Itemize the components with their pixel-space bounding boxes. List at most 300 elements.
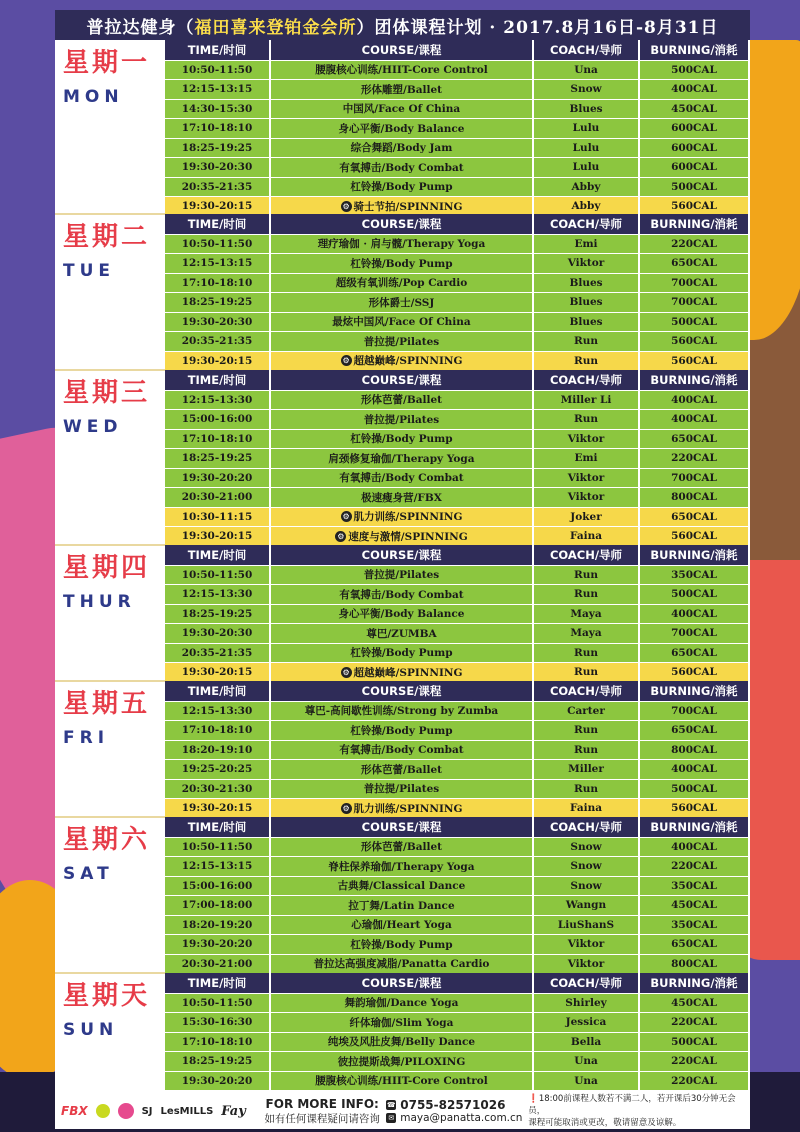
col-burn-header: BURNING/消耗 — [640, 370, 750, 390]
table-row — [165, 390, 750, 410]
day-name-en: THUR — [63, 592, 136, 612]
class-time: 18:25-19:25 — [165, 292, 271, 312]
class-course — [271, 604, 534, 624]
class-coach: Snow — [534, 79, 640, 99]
class-coach: Carter — [534, 701, 640, 721]
table-row — [165, 273, 750, 293]
notice-line-1: 18:00前课程人数若不满二人，若开课后30分钟无会员， — [528, 1094, 736, 1116]
class-burn: 220CAL — [640, 1071, 750, 1091]
class-time: 19:30-20:15 — [165, 798, 271, 818]
class-course — [271, 507, 534, 527]
table-row — [165, 720, 750, 740]
class-time: 17:10-18:10 — [165, 273, 271, 293]
schedule-table — [165, 370, 750, 546]
class-time: 12:15-13:30 — [165, 701, 271, 721]
class-coach: Viktor — [534, 429, 640, 449]
col-course-header: COURSE/课程 — [271, 545, 534, 565]
class-coach: Una — [534, 60, 640, 80]
class-time: 19:25-20:25 — [165, 759, 271, 779]
class-course-label: 纯埃及风肚皮舞/Belly Dance — [327, 1036, 476, 1049]
col-time-header: TIME/时间 — [165, 681, 271, 701]
class-burn: 650CAL — [640, 429, 750, 449]
class-time: 20:30-21:30 — [165, 779, 271, 799]
class-course — [271, 798, 534, 818]
class-time: 17:00-18:00 — [165, 895, 271, 915]
class-time: 18:20-19:10 — [165, 740, 271, 760]
class-coach: Joker — [534, 507, 640, 527]
class-burn: 450CAL — [640, 99, 750, 119]
class-time: 15:00-16:00 — [165, 409, 271, 429]
class-time: 12:15-13:15 — [165, 79, 271, 99]
class-course-label: 超越巅峰/SPINNING — [353, 355, 463, 368]
table-row — [165, 409, 750, 429]
table-row — [165, 856, 750, 876]
class-coach: Abby — [534, 177, 640, 197]
class-coach: Blues — [534, 292, 640, 312]
class-coach: Viktor — [534, 934, 640, 954]
class-burn: 400CAL — [640, 604, 750, 624]
class-course-label: 形体雕塑/Ballet — [360, 83, 443, 96]
footer — [55, 1093, 750, 1129]
class-coach: Una — [534, 1051, 640, 1071]
day-label — [55, 40, 165, 107]
class-course — [271, 934, 534, 954]
class-course-label: 超越巅峰/SPINNING — [353, 666, 463, 679]
class-burn: 220CAL — [640, 448, 750, 468]
col-coach-header: COACH/导师 — [534, 545, 640, 565]
table-row — [165, 565, 750, 585]
class-course-label: 普拉提/Pilates — [363, 569, 440, 582]
class-course-label: 普拉提/Pilates — [363, 335, 440, 348]
class-coach: Run — [534, 565, 640, 585]
class-course-label: 肌力训练/SPINNING — [353, 511, 463, 524]
class-time: 10:50-11:50 — [165, 565, 271, 585]
table-row — [165, 429, 750, 449]
table-row — [165, 253, 750, 273]
notice — [524, 1093, 750, 1129]
class-course-label: 肌力训练/SPINNING — [353, 802, 463, 815]
class-time: 20:35-21:35 — [165, 177, 271, 197]
class-course — [271, 643, 534, 663]
class-burn: 560CAL — [640, 798, 750, 818]
class-burn: 220CAL — [640, 856, 750, 876]
info-icon: ❗ — [528, 1094, 539, 1104]
class-coach: Lulu — [534, 157, 640, 177]
class-coach: Blues — [534, 99, 640, 119]
col-time-header: TIME/时间 — [165, 40, 271, 60]
table-row — [165, 138, 750, 158]
table-row — [165, 662, 750, 682]
class-burn: 560CAL — [640, 662, 750, 682]
class-course-label: 纤体瑜伽/Slim Yoga — [349, 1016, 454, 1029]
class-time: 17:10-18:10 — [165, 118, 271, 138]
col-coach-header: COACH/导师 — [534, 973, 640, 993]
class-burn: 350CAL — [640, 565, 750, 585]
class-coach: Emi — [534, 448, 640, 468]
col-time-header: TIME/时间 — [165, 817, 271, 837]
table-row — [165, 448, 750, 468]
class-coach: Run — [534, 662, 640, 682]
phone-icon: ☎ — [386, 1101, 396, 1109]
class-course-label: 尊巴/ZUMBA — [366, 627, 437, 640]
table-row — [165, 99, 750, 119]
class-burn: 700CAL — [640, 468, 750, 488]
class-course-label: 普拉提/Pilates — [363, 783, 440, 796]
class-time: 19:30-20:30 — [165, 623, 271, 643]
class-course — [271, 234, 534, 254]
phone-number[interactable]: 0755-82571026 — [400, 1098, 506, 1112]
class-burn: 400CAL — [640, 837, 750, 857]
more-info-sub: 如有任何课程疑问请咨询 — [264, 1112, 380, 1125]
table-row — [165, 1071, 750, 1091]
class-course — [271, 118, 534, 138]
col-burn-header: BURNING/消耗 — [640, 973, 750, 993]
col-time-header: TIME/时间 — [165, 973, 271, 993]
class-coach: Blues — [534, 312, 640, 332]
table-header — [165, 370, 750, 390]
class-course — [271, 895, 534, 915]
class-course — [271, 138, 534, 158]
class-course — [271, 429, 534, 449]
class-time: 14:30-15:30 — [165, 99, 271, 119]
class-course-label: 拉丁舞/Latin Dance — [348, 899, 455, 912]
fbx-logo: FBX — [61, 1104, 88, 1118]
class-course-label: 有氧搏击/Body Combat — [339, 588, 464, 601]
col-course-header: COURSE/课程 — [271, 681, 534, 701]
day-name-en: MON — [63, 87, 124, 107]
class-course-label: 普拉达高强度减脂/Panatta Cardio — [313, 958, 490, 971]
class-burn: 400CAL — [640, 79, 750, 99]
class-course — [271, 856, 534, 876]
class-burn: 400CAL — [640, 390, 750, 410]
class-course-label: 尊巴-高间歇性训练/Strong by Zumba — [304, 705, 499, 718]
schedule-table — [165, 973, 750, 1090]
contact-info — [386, 1098, 524, 1124]
table-row — [165, 1051, 750, 1071]
class-burn: 650CAL — [640, 253, 750, 273]
class-course-label: 心瑜伽/Heart Yoga — [351, 919, 452, 932]
table-row — [165, 487, 750, 507]
class-coach: Faina — [534, 526, 640, 546]
class-course — [271, 526, 534, 546]
class-burn: 400CAL — [640, 759, 750, 779]
col-burn-header: BURNING/消耗 — [640, 40, 750, 60]
class-course-label: 彼拉提斯战舞/PILOXING — [337, 1055, 466, 1068]
class-course — [271, 448, 534, 468]
class-time: 12:15-13:15 — [165, 856, 271, 876]
class-burn: 650CAL — [640, 643, 750, 663]
class-course — [271, 837, 534, 857]
class-course — [271, 99, 534, 119]
table-row — [165, 177, 750, 197]
day-name-cn: 星期五 — [63, 689, 151, 719]
class-burn: 500CAL — [640, 584, 750, 604]
col-coach-header: COACH/导师 — [534, 214, 640, 234]
fay-logo: Fay — [221, 1103, 246, 1119]
day-name-en: TUE — [63, 261, 116, 281]
class-time: 18:20-19:20 — [165, 915, 271, 935]
class-course — [271, 253, 534, 273]
col-coach-header: COACH/导师 — [534, 817, 640, 837]
table-row — [165, 292, 750, 312]
table-row — [165, 157, 750, 177]
more-info-title: FOR MORE INFO: — [265, 1096, 379, 1111]
class-time: 19:30-20:20 — [165, 934, 271, 954]
table-row — [165, 876, 750, 896]
class-burn: 450CAL — [640, 895, 750, 915]
class-coach: Lulu — [534, 138, 640, 158]
schedule-table — [165, 214, 750, 370]
class-coach: Abby — [534, 196, 640, 216]
class-course — [271, 720, 534, 740]
col-course-header: COURSE/课程 — [271, 817, 534, 837]
class-burn: 500CAL — [640, 779, 750, 799]
class-course — [271, 177, 534, 197]
class-coach: Run — [534, 779, 640, 799]
lesmills-logo: LesMILLS — [160, 1105, 214, 1117]
class-coach: Miller — [534, 759, 640, 779]
class-course-label: 综合舞蹈/Body Jam — [350, 142, 453, 155]
col-coach-header: COACH/导师 — [534, 370, 640, 390]
class-course-label: 超级有氧训练/Pop Cardio — [335, 277, 468, 290]
col-burn-header: BURNING/消耗 — [640, 681, 750, 701]
class-course-label: 身心平衡/Body Balance — [338, 608, 465, 621]
class-time: 10:30-11:15 — [165, 507, 271, 527]
class-time: 18:25-19:25 — [165, 1051, 271, 1071]
class-course — [271, 292, 534, 312]
class-course-label: 形体芭蕾/Ballet — [360, 841, 443, 854]
class-time: 19:30-20:15 — [165, 662, 271, 682]
class-time: 18:25-19:25 — [165, 138, 271, 158]
class-course — [271, 60, 534, 80]
class-course-label: 杠铃操/Body Pump — [350, 257, 453, 270]
class-coach: Run — [534, 331, 640, 351]
day-name-cn: 星期二 — [63, 222, 151, 252]
table-header — [165, 40, 750, 60]
class-course-label: 肩颈修复瑜伽/Therapy Yoga — [328, 452, 475, 465]
class-coach: Run — [534, 409, 640, 429]
col-course-header: COURSE/课程 — [271, 40, 534, 60]
table-row — [165, 526, 750, 546]
class-course — [271, 623, 534, 643]
class-time: 19:30-20:15 — [165, 196, 271, 216]
day-name-en: SUN — [63, 1020, 119, 1040]
class-time: 18:25-19:25 — [165, 448, 271, 468]
table-row — [165, 779, 750, 799]
class-time: 19:30-20:30 — [165, 312, 271, 332]
class-coach: Miller Li — [534, 390, 640, 410]
title-part-c: ）团体课程计划 · 2017.8月16日-8月31日 — [356, 17, 719, 38]
page-title — [55, 10, 750, 40]
class-coach: Viktor — [534, 253, 640, 273]
class-coach: Bella — [534, 1032, 640, 1052]
class-burn: 800CAL — [640, 740, 750, 760]
day-name-en: SAT — [63, 864, 114, 884]
col-course-header: COURSE/课程 — [271, 214, 534, 234]
class-course — [271, 351, 534, 371]
table-row — [165, 507, 750, 527]
class-course-label: 脊柱保养瑜伽/Therapy Yoga — [328, 860, 475, 873]
class-course-label: 杠铃操/Body Pump — [350, 433, 453, 446]
schedule-table — [165, 817, 750, 973]
class-course — [271, 487, 534, 507]
class-time: 12:15-13:15 — [165, 253, 271, 273]
more-info — [258, 1097, 386, 1126]
class-burn: 600CAL — [640, 118, 750, 138]
class-course — [271, 157, 534, 177]
col-coach-header: COACH/导师 — [534, 681, 640, 701]
class-course-label: 杠铃操/Body Pump — [350, 181, 453, 194]
table-row — [165, 837, 750, 857]
class-course-label: 普拉提/Pilates — [363, 413, 440, 426]
table-row — [165, 60, 750, 80]
mail-icon: ✉ — [386, 1113, 396, 1123]
class-time: 10:50-11:50 — [165, 837, 271, 857]
class-burn: 700CAL — [640, 273, 750, 293]
class-time: 19:30-20:15 — [165, 526, 271, 546]
class-course-label: 腰腹核心训练/HIIT-Core Control — [315, 64, 488, 77]
class-course — [271, 1012, 534, 1032]
class-course-label: 理疗瑜伽 · 肩与髋/Therapy Yoga — [317, 238, 486, 251]
class-course-label: 有氧搏击/Body Combat — [339, 472, 464, 485]
table-row — [165, 934, 750, 954]
class-coach: Wangn — [534, 895, 640, 915]
table-row — [165, 196, 750, 216]
class-course — [271, 468, 534, 488]
strong-logo — [118, 1103, 134, 1119]
schedule-table — [165, 681, 750, 818]
table-row — [165, 623, 750, 643]
col-time-header: TIME/时间 — [165, 370, 271, 390]
class-burn: 600CAL — [640, 157, 750, 177]
class-course — [271, 915, 534, 935]
class-time: 18:25-19:25 — [165, 604, 271, 624]
class-time: 19:30-20:20 — [165, 468, 271, 488]
col-burn-header: BURNING/消耗 — [640, 214, 750, 234]
class-course-label: 极速瘦身营/FBX — [361, 491, 442, 504]
table-row — [165, 798, 750, 818]
class-coach: Blues — [534, 273, 640, 293]
class-course-label: 杠铃操/Body Pump — [350, 724, 453, 737]
class-course-label: 最炫中国风/Face Of China — [332, 316, 471, 329]
class-course — [271, 79, 534, 99]
table-row — [165, 118, 750, 138]
day-name-cn: 星期一 — [63, 48, 151, 78]
class-time: 20:30-21:00 — [165, 954, 271, 974]
class-course — [271, 584, 534, 604]
spinning-icon: ⚙ — [342, 803, 350, 813]
class-burn: 450CAL — [640, 993, 750, 1013]
table-row — [165, 604, 750, 624]
spinning-icon: ⚙ — [337, 531, 345, 541]
class-course-label: 舞韵瑜伽/Dance Yoga — [344, 997, 459, 1010]
class-course — [271, 779, 534, 799]
class-coach: Maya — [534, 623, 640, 643]
class-coach: Viktor — [534, 468, 640, 488]
table-header — [165, 214, 750, 234]
class-time: 15:30-16:30 — [165, 1012, 271, 1032]
class-burn: 800CAL — [640, 954, 750, 974]
class-course — [271, 993, 534, 1013]
table-row — [165, 312, 750, 332]
class-coach: LiuShanS — [534, 915, 640, 935]
title-venue: 福田喜来登铂金会所 — [194, 17, 357, 38]
class-course — [271, 954, 534, 974]
class-course-label: 中国风/Face Of China — [342, 103, 461, 116]
class-burn: 400CAL — [640, 409, 750, 429]
class-course — [271, 273, 534, 293]
col-burn-header: BURNING/消耗 — [640, 545, 750, 565]
col-burn-header: BURNING/消耗 — [640, 817, 750, 837]
day-label — [55, 370, 165, 437]
class-course — [271, 701, 534, 721]
class-burn: 500CAL — [640, 60, 750, 80]
col-course-header: COURSE/课程 — [271, 370, 534, 390]
class-coach: Run — [534, 584, 640, 604]
class-course — [271, 331, 534, 351]
class-burn: 560CAL — [640, 331, 750, 351]
table-row — [165, 1012, 750, 1032]
class-burn: 650CAL — [640, 934, 750, 954]
class-burn: 220CAL — [640, 234, 750, 254]
class-coach: Emi — [534, 234, 640, 254]
class-course-label: 形体芭蕾/Ballet — [360, 763, 443, 776]
class-time: 15:00-16:00 — [165, 876, 271, 896]
table-row — [165, 895, 750, 915]
class-time: 17:10-18:10 — [165, 720, 271, 740]
class-burn: 800CAL — [640, 487, 750, 507]
class-course — [271, 565, 534, 585]
class-coach: Shirley — [534, 993, 640, 1013]
day-label — [55, 545, 165, 612]
spinning-icon: ⚙ — [342, 667, 350, 677]
class-course — [271, 1032, 534, 1052]
class-course-label: 形体芭蕾/Ballet — [360, 394, 443, 407]
class-course-label: 有氧搏击/Body Combat — [339, 744, 464, 757]
class-time: 20:35-21:35 — [165, 331, 271, 351]
class-coach: Run — [534, 643, 640, 663]
class-burn: 650CAL — [640, 720, 750, 740]
class-course-label: 杠铃操/Body Pump — [350, 647, 453, 660]
class-coach: Run — [534, 351, 640, 371]
class-course — [271, 759, 534, 779]
email-address[interactable]: maya@panatta.com.cn — [400, 1112, 523, 1124]
day-name-cn: 星期四 — [63, 553, 151, 583]
day-label — [55, 973, 165, 1040]
table-row — [165, 701, 750, 721]
table-row — [165, 584, 750, 604]
table-row — [165, 740, 750, 760]
class-time: 10:50-11:50 — [165, 993, 271, 1013]
class-burn: 500CAL — [640, 312, 750, 332]
class-time: 19:30-20:30 — [165, 157, 271, 177]
schedule-table — [165, 545, 750, 682]
class-time: 20:30-21:00 — [165, 487, 271, 507]
class-course-label: 形体爵士/SSJ — [368, 296, 435, 309]
class-course — [271, 1051, 534, 1071]
col-coach-header: COACH/导师 — [534, 40, 640, 60]
day-name-cn: 星期六 — [63, 825, 151, 855]
col-course-header: COURSE/课程 — [271, 973, 534, 993]
table-row — [165, 351, 750, 371]
class-course-label: 速度与激情/SPINNING — [348, 530, 468, 543]
class-burn: 600CAL — [640, 138, 750, 158]
class-course-label: 骑士节拍/SPINNING — [353, 200, 463, 213]
class-coach: Viktor — [534, 954, 640, 974]
class-coach: Snow — [534, 876, 640, 896]
partner-logos — [55, 1103, 258, 1119]
table-row — [165, 79, 750, 99]
